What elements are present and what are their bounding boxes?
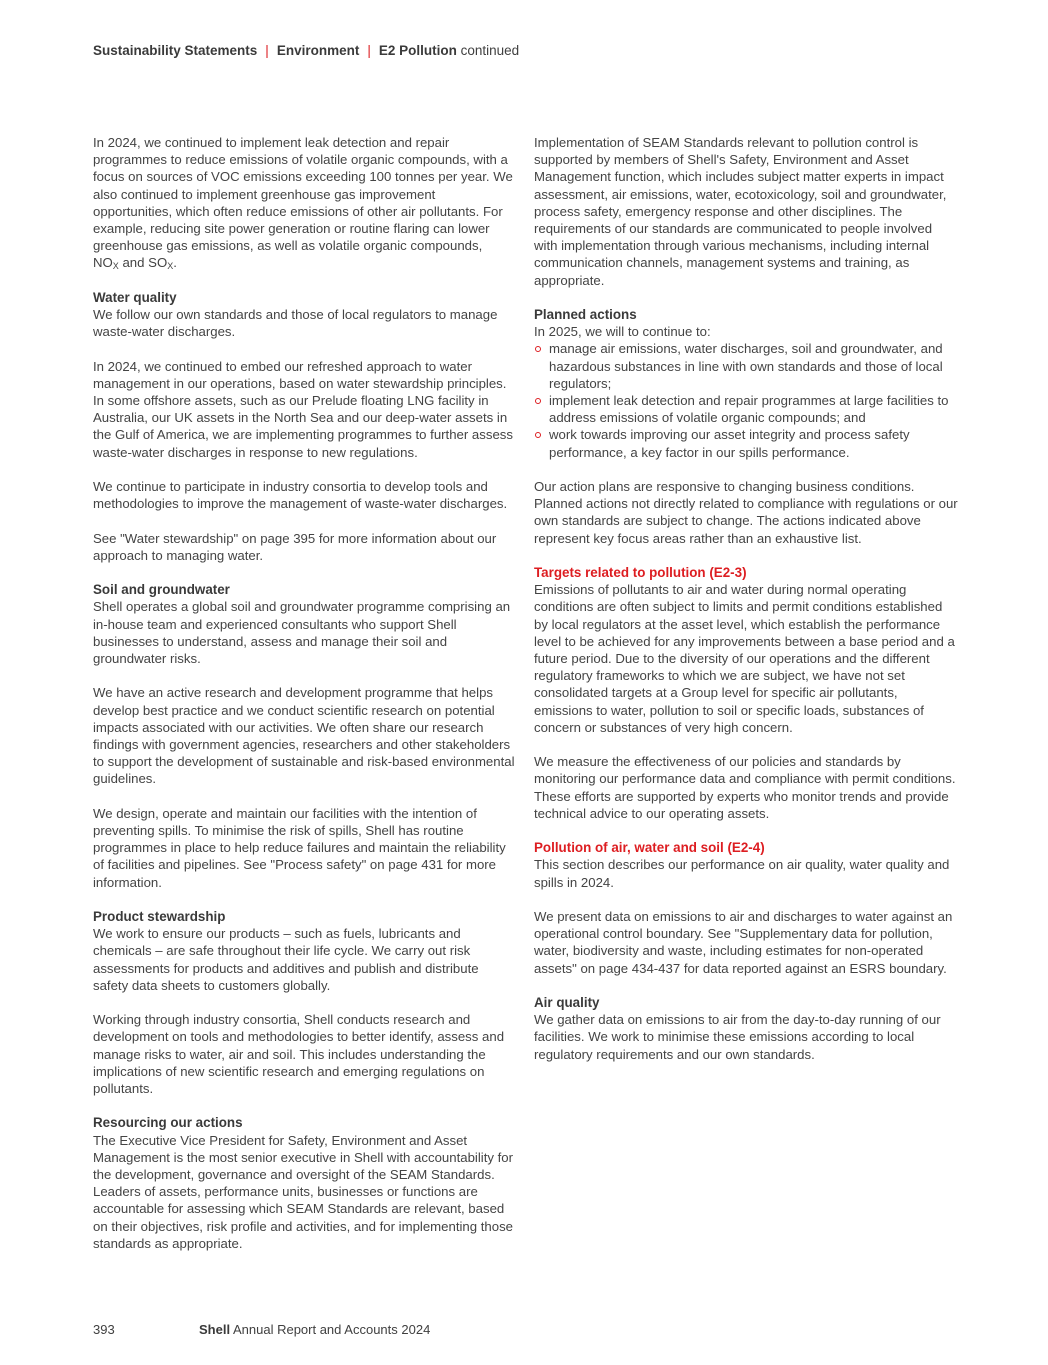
breadcrumb	[93, 43, 519, 58]
targets-heading: Targets related to pollution (E2-3)	[534, 565, 747, 581]
pollution-heading: Pollution of air, water and soil (E2-4)	[534, 840, 765, 856]
soil-groundwater-paragraph: Shell operates a global soil and groundwater programme comprising an in-house team and experienced consultants who support Shell businesses to understand, assess and manage their soil and groundwater risks.	[93, 599, 511, 667]
breadcrumb-continued: continued	[460, 43, 520, 58]
planned-actions-heading: Planned actions	[534, 307, 637, 323]
left-column	[93, 134, 517, 1269]
breadcrumb-separator: |	[265, 43, 269, 58]
list-item: work towards improving our asset integrity and process safety performance, a key factor in our spills performance.	[534, 426, 958, 460]
breadcrumb-environment[interactable]: Environment	[276, 43, 360, 58]
soil-groundwater-paragraph: We have an active research and development programme that helps develop best practice and we conduct scientific research on potential impacts associated with our activities. We often share our research findings with government agencies, researchers and other stakeholders to support the development of sustainable and risk-based environmental guidelines.	[93, 685, 515, 787]
water-quality-paragraph: We continue to participate in industry consortia to develop tools and methodologies to improve the management of waste-water discharges.	[93, 479, 508, 512]
breadcrumb-e2-pollution[interactable]: E2 Pollution	[378, 43, 457, 58]
list-item: implement leak detection and repair programmes at large facilities to address emissions of volatile organic compounds; and	[534, 392, 958, 426]
resourcing-paragraph: The Executive Vice President for Safety, Environment and Asset Management is the most senior executive in Shell with accountability for the development, governance and oversight of the SEAM Standards. Leaders of assets, performance units, businesses or functions are accountable for assessing which SEAM Standards are relevant, based on their objectives, risk profile and activities, and for implementing those standards as appropriate.	[93, 1132, 514, 1251]
water-quality-heading: Water quality	[93, 289, 177, 305]
process-safety-reference[interactable]: We design, operate and maintain our facilities with the intention of preventing spills. To minimise the risk of spills, Shell has routine programmes in place to help reduce failures and maintain the reliability of facilities and pipelines. See "Process safety" on page 431 for more information.	[93, 805, 506, 890]
page-number: 393	[93, 1322, 115, 1337]
breadcrumb-sustainability-statements[interactable]: Sustainability Statements	[93, 43, 258, 58]
seam-implementation-paragraph: Implementation of SEAM Standards relevant to pollution control is supported by members of Shell's Safety, Environment and Asset Management function, which includes subject matter experts in impact assessment, air emissions, water, ecotoxicology, soil and groundwater, process safety, emergency response and other disciplines. The requirements of our standards are communicated to people involved with implementation through various mechanisms, including internal communication channels, management systems and training, as appropriate.	[534, 135, 947, 288]
product-stewardship-paragraph: We work to ensure our products – such as fuels, lubricants and chemicals – are safe throughout their life cycle. We carry out risk assessments for products and additives and publish and distribute safety data sheets to customers globally.	[93, 926, 479, 993]
list-item: manage air emissions, water discharges, soil and groundwater, and hazardous substances in line with own standards and those of local regulators;	[534, 340, 958, 392]
brand-name: Shell	[199, 1322, 231, 1337]
report-title: Annual Report and Accounts 2024	[232, 1322, 431, 1337]
water-quality-paragraph: We follow our own standards and those of local regulators to manage waste-water discharges.	[93, 307, 498, 340]
intro-paragraph: In 2024, we continued to implement leak detection and repair programmes to reduce emissions of volatile organic compounds, with a focus on sources of VOC emissions exceeding 100 tonnes per year. We also continued to implement greenhouse gas improvement opportunities, which often reduce emissions of other air pollutants. For example, reducing site power generation or routine flaring can lower greenhouse gas emissions, as well as volatile organic compounds, $NO_X$ and $SO_X$.	[93, 135, 513, 272]
water-stewardship-reference[interactable]: See "Water stewardship" on page 395 for more information about our approach to managing water.	[93, 530, 497, 563]
page-footer	[93, 1322, 430, 1337]
pollution-paragraph: This section describes our performance on air quality, water quality and spills in 2024.	[534, 857, 950, 890]
targets-paragraph: We measure the effectiveness of our policies and standards by monitoring our performance data and compliance with permit conditions. These efforts are supported by experts who monitor trends and provide technical advice to our operating assets.	[534, 754, 956, 821]
supplementary-data-reference[interactable]: We present data on emissions to air and discharges to water against an operational control boundary. See "Supplementary data for pollution, water, biodiversity and waste, including estimates for non-operated assets" on page 434-437 for data reported against an ESRS boundary.	[534, 909, 953, 976]
breadcrumb-separator: |	[367, 43, 371, 58]
resourcing-heading: Resourcing our actions	[93, 1115, 243, 1131]
product-stewardship-paragraph: Working through industry consortia, Shell conducts research and development on tools and methodologies to better identify, assess and manage risks to water, air and soil. This includes understanding the implications of new scientific research and emerging regulations on pollutants.	[93, 1012, 505, 1097]
soil-groundwater-heading: Soil and groundwater	[93, 582, 230, 598]
targets-paragraph: Emissions of pollutants to air and water during normal operating conditions are often subject to limits and permit conditions established by local regulators at the asset level, which establish the performance level to be achieved for any improvements between a base period and a future period. Due to the diversity of our operations and the different regulatory frameworks to which we are subject, we have not set consolidated targets at a Group level for specific air pollutants, emissions to water, pollution to soil or specific loads, substances of concern or substances of very high concern.	[534, 582, 955, 735]
product-stewardship-heading: Product stewardship	[93, 909, 226, 925]
water-quality-paragraph: In 2024, we continued to embed our refreshed approach to water management in our operations, based on water stewardship principles. In some offshore assets, such as our Prelude floating LNG facility in Australia, our UK assets in the North Sea and our deep-water assets in the Gulf of America, we are implementing programmes to further assess waste-water discharges in response to new regulations.	[93, 358, 513, 460]
planned-actions-list	[534, 340, 958, 460]
air-quality-paragraph: We gather data on emissions to air from the day-to-day running of our facilities. We work to minimise these emissions according to local regulatory requirements and our own standards.	[534, 1012, 941, 1062]
planned-actions-intro: In 2025, we will to continue to:	[534, 324, 711, 340]
right-column	[534, 134, 958, 1080]
air-quality-heading: Air quality	[534, 995, 600, 1011]
action-plans-paragraph: Our action plans are responsive to changing business conditions. Planned actions not directly related to compliance with regulations or our own standards are subject to change. The actions indicated above represent key focus areas rather than an exhaustive list.	[534, 479, 958, 546]
